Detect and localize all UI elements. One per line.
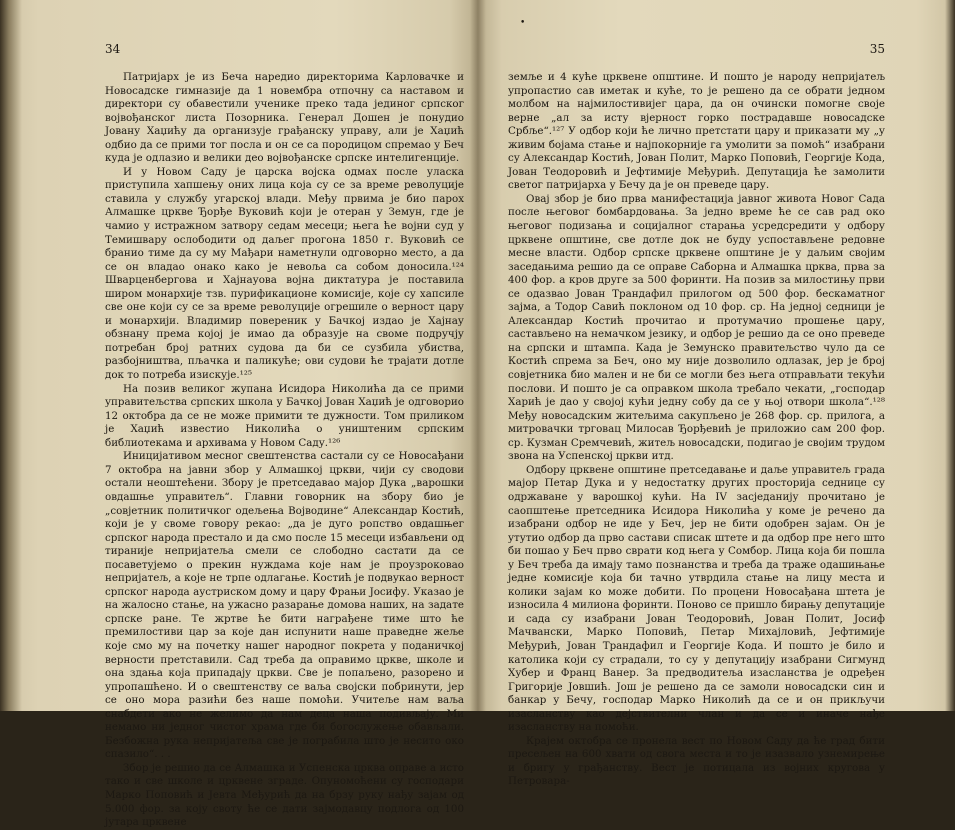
paragraph: На позив великог жупана Исидора Николића да се прими управитељства српских школа у Бачкој Јован Хаџић је одговорио 12 октобра да се не може примити те дужности. Том приликом је Хаџић известио Николића о уништеним српским библиотекама и архивама у Новом Саду.¹²⁶ — [105, 382, 464, 449]
right-page-text — [508, 71, 885, 789]
left-page-text — [105, 71, 464, 830]
page-edge-shadow — [945, 0, 955, 711]
paragraph: Одбору црквене општине претседавање и даље управитељ града мајор Петар Дука и у недостатку других просторија седнице су одржаване у варошкој кући. На IV засједанију прочитано је саопштење претседника Исидора Николића у коме је речено да изабрани одбор не иде у Беч, јер не бити одобрен зајам. Он је утутио одбор да прво састави списак штете и да одбор пре него што би пошао у Беч прво сврати код њега у Сомбор. Лица која би пошла у Беч треба да имају тамо познанства и треба да траже одашињање једне комисије која би тачно утврдила стање на лицу места и колики зајам ко може добити. По процени Новосађана штета је износила 4 милиона форинти. Поново се пришло бирању депутације и сада су изабрани Јован Теодоровић, Јован Полит, Јосиф Мачвански, Марко Поповић, Петар Михајловић, Јефтимије Међурић, Јован Трандафил и Георгије Кода. И пошто је било и католика који су страдали, то су у депутацију изабрани Сигмунд Хубер и Франц Ванер. За предводитеља изасланства је одређен Григорије Јовшић. Још је решено да се замоли новосадски син и банкар у Бечу, господар Марко Николић да се и он прикључи изасланству као дејствителни члан и да се и иначе нађе изасланству на помоћи. — [508, 463, 885, 734]
paragraph: Крајем октобра се пронела вест по Новом Саду да ће град бити пресељен на 600 хвати од свога места и то је изазвало узнемирење и бригу у грађанству. Вест је потицала из војних кругова у Петроварa- — [508, 734, 885, 788]
print-mark: • — [520, 18, 526, 28]
right-page — [478, 0, 955, 788]
left-page — [0, 0, 478, 829]
paragraph: И у Новом Саду је царска војска одмах после уласка приступила хапшењу оних лица која су се за време револуције ставила у службу угарској влади. Међу првима је био парох Алмашке цркве Ђорђе Вуковић који је отеран у Земун, где је чамио у истражном затвору седам месеци; њега ће војни суд у Темишвару ослободити од даљег прогона 1850 г. Вуковић се бранио тиме да су му Мађари наметнули одговорно место, а да се он владао онако како је невоља са собом доносила.¹²⁴ Шварценбергова и Хајнауова војна диктатура је поставила широм монархије тзв. пурификационе комисије, које су хапсиле све оне који су се за време револуције огрешиле о верност цару и монархији. Владимир повереник у Бачкој издао је Хајнау обзнану према којој је имао да образује на своме подручју потребан број ратних судова да би се сузбила убиства, разбојништва, пљачка и паликуће; ови судови ће трајати дотле док то потреба изискује.¹²⁵ — [105, 165, 464, 382]
paragraph: Овај збор је био прва манифестација јавног живота Новог Сада после његовог бомбардовања. За једно време ће се сав рад око његовог подизања и социјалног старања усредсредити у одбору црквене општине, све дотле док не буду успостављене редовне месне власти. Одбор српске црквене општине је у даљим својим заседањима решио да се оправе Саборна и Алмашка црква, прва за 400 фор. а кров друге за 500 форинти. На позив за милостињу први се одазвао Јован Трандафил прилогом од 500 фор. бескаматног зајма, а Тодор Савић поклоном од 10 фор. ср. На једној седници је Александар Костић прочитао и протумачио прошење цару, састављено на немачком језику, и одбор је решио да се оно преведе на српски и штампа. Када је Земунско правитељство чуло да се Костић спрема за Беч, оно му није дозволило одлазак, јер је број совјетника био мален и не би се могли без њега отправљати текући послови. И пошто је са оправком школа требало чекати, „господар Харић је дао у својој кући једну собу да се у њој отвори школа“.¹²⁸ Међу новосадским житељима сакупљено је 268 фор. ср. прилога, а митровачки трговац Милосав Ђорђевић је приложио сам 200 фор. ср. Кузман Сремчевић, житељ новосадски, подигао је својим трудом звона на Успенској цркви итд. — [508, 192, 885, 463]
page-edge-shadow — [0, 0, 22, 711]
paragraph: Иницијативом месног свештенства састали су се Новосађани 7 октобра на јавни збор у Алмашкој цркви, чији су сводови остали неоштећени. Збору је претседавао мајор Дука „варошки овдашње управитељ“. Главни говорник на збору био је „совјетник политичког одељења Војводине“ Александар Костић, који је у своме говору рекао: „да је дуго ропство овдашњег српског народа престало и да смо после 15 месеци избављени од тираније непријатеља смели се слободно састати да се посаветујемо о прекин нуждама које нам је проузроковао непријатељ, а које не трпе одлагање. Костић је подвукао верност српског народа аустриском дому и цару Фрањи Јосифу. Указао је на жалосно стање, на ужасно разарање домова наших, на задате српске ране. Те жртве ће бити награђене тиме што ће премилостиви цар за које дан испунити наше праведне жеље које смо му на почетку нашег народног покрета у поданичкој верности претставили. Сад треба да оправимо цркве, школе и она здања која припадају цркви. Све је попаљено, разорено и упропашћено. И о свештенству се ваља својски побринути, јер се оно мора разићи без наше помоћи. Учитеље нам ваља снабдети ако не желимо да нам деца наша подивљају. Ми немамо ни једног чистог храма где би богослужење обављали. Безбожна рука непријатеља све је пограбила што је несито око спазило“. . . — [105, 450, 464, 761]
page-number: 35 — [869, 42, 885, 56]
paragraph: Збор је решио да се Алмашка и Успенска црква оправе а исто тако и све школе и црквене зграде. Опуномоћени су господари Марко Поповић и Јевта Међурић да на брзу руку нађу зајам од 5.000 фор. за коју своту ће се дати зајмодавцу подлога од 100 јутара црквене — [105, 761, 464, 829]
paragraph: Патријарх је из Беча наредио директорима Карловачке и Новосадске гимназије да 1 новембра отпочну са наставом и директори су обавестили ученике преко тада јединог српског војвођанског листа Позорника. Генерал Дошен је понудио Јовану Хаџићу да организује грађанску управу, али је Хаџић одбио да се прими тог посла и он се са породицом спремао у Беч куда је одлазио и велики део војвођанске српске интелигенције. — [105, 71, 464, 165]
page-number: 34 — [105, 42, 121, 56]
paragraph: земље и 4 куће црквене општине. И пошто је народу непријатељ упропастио сав иметак и куће, то је решено да се обрати једном молбом на најмилостивијег цара, да он очински помогне своје верне „ал за исту вјерност горко пострадавше новосадске Србље“.¹²⁷ У одбор који ће лично претстати цару и приказати му „у живим бојама стање и најпокорније га умолити за помоћ“ изабрани су Александар Костић, Јован Полит, Марко Поповић, Георгије Кода, Јован Теодоровић и Јефтимије Међурић. Депутација ће замолити светог патријарха у Бечу да је он преведе цару. — [508, 71, 885, 192]
